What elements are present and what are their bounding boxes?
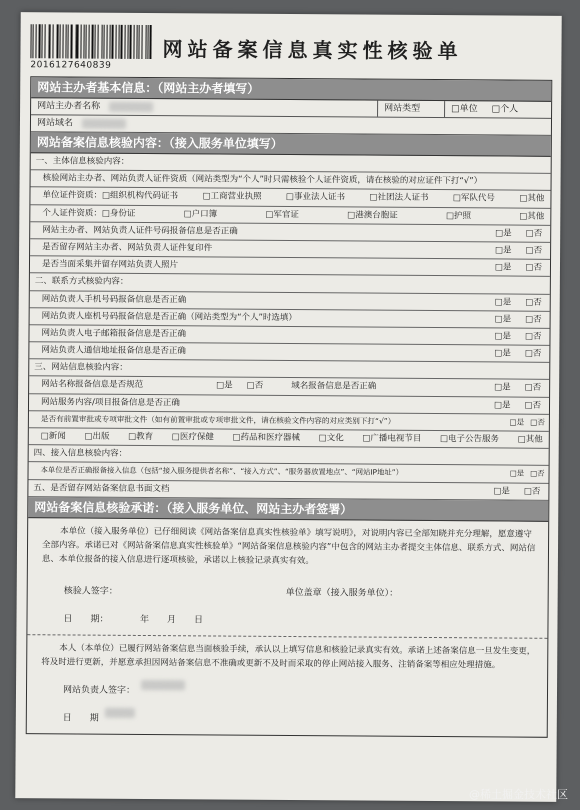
person-cert-option[interactable]: □身份证 — [101, 208, 136, 219]
unit-cert-option[interactable]: □社团法人证书 — [369, 192, 429, 204]
person-cert-option[interactable]: □护照 — [445, 210, 472, 221]
unit-cert-label: 单位证件资质： — [42, 190, 103, 202]
approval-option[interactable]: □药品和医疗器械 — [232, 432, 301, 444]
barcode-bar — [103, 25, 104, 59]
redacted-domain — [82, 118, 126, 128]
barcode — [30, 24, 154, 59]
person-cert-option[interactable]: □港澳台胞证 — [347, 209, 398, 221]
person-cert-option[interactable]: □军官证 — [265, 209, 300, 220]
unit-cert-option[interactable]: □事业法人证书 — [285, 192, 346, 203]
redacted-date — [105, 707, 135, 717]
barcode-bar — [124, 25, 125, 59]
unit-cert-option[interactable]: □工商营业执照 — [202, 191, 262, 203]
barcode-bar — [68, 24, 69, 58]
verifier-signature-label: 核验人签字： — [63, 586, 118, 597]
question-text: 网站负责人手机号码报备信息是否正确 — [41, 293, 187, 305]
sub-heading-access: 四、接入信息核验内容： — [29, 445, 549, 466]
sub-heading-contact: 二、联系方式核验内容： — [30, 274, 550, 295]
form-table — [26, 76, 553, 737]
barcode-bar — [133, 25, 134, 59]
no-checkbox[interactable]: □否 — [530, 417, 545, 427]
sub-heading-documents: 五、是否留存网站备案信息书面文档 — [33, 482, 170, 494]
approval-option[interactable]: □教育 — [128, 431, 154, 443]
form-title: 网站备案信息真实性核验单 — [162, 37, 463, 64]
owner-signature-row — [27, 679, 547, 705]
barcode-bar — [98, 25, 99, 59]
barcode-bar — [30, 24, 31, 58]
type-unit-checkbox[interactable]: □单位 — [451, 104, 478, 115]
question-text: 域名报备信息是否正确 — [291, 381, 377, 393]
no-checkbox[interactable]: □否 — [525, 297, 542, 308]
barcode-bar — [33, 24, 34, 58]
question-text: 本单位是否正确报备接入信息（包括“接入服务提供者名称”、“接入方式”、“服务器放置地点”、“网站IP地址”） — [40, 465, 404, 478]
barcode-bar — [139, 25, 140, 59]
barcode-bar — [57, 24, 59, 58]
barcode-bar — [42, 24, 43, 58]
barcode-number: 2016127640839 — [30, 60, 112, 71]
barcode-bar — [53, 24, 54, 58]
barcode-bar — [147, 25, 148, 59]
yes-checkbox[interactable]: □是 — [494, 314, 512, 325]
unit-cert-option[interactable]: □军队代号 — [452, 193, 495, 204]
sub-heading-subject: 一、主体信息核验内容： — [31, 153, 551, 174]
domain-label: 网站域名 — [36, 118, 74, 129]
barcode-bar — [44, 24, 45, 58]
section-owner-info-title: 网站主办者基本信息：（网站主办者填写） — [31, 77, 551, 102]
barcode-bar — [129, 25, 131, 59]
barcode-bar — [62, 24, 63, 58]
barcode-bar — [35, 24, 36, 58]
yes-checkbox[interactable]: □是 — [494, 331, 512, 342]
barcode-bar — [150, 25, 152, 59]
barcode-bar — [95, 25, 96, 59]
question-text: 是否留存网站主办者、网站负责人证件复印件 — [42, 242, 213, 254]
yes-checkbox[interactable]: □是 — [494, 262, 512, 273]
yes-checkbox[interactable]: □是 — [493, 485, 510, 497]
barcode-bar — [92, 25, 94, 59]
owner-date-row — [27, 707, 547, 737]
person-cert-option[interactable]: □户口簿 — [183, 208, 218, 220]
barcode-bar — [115, 25, 116, 59]
barcode-bar — [66, 24, 67, 58]
question-text: 网站服务内容/项目报备信息是否正确 — [40, 396, 180, 408]
no-checkbox[interactable]: □否 — [524, 331, 542, 342]
barcode-bar — [85, 25, 86, 59]
yes-checkbox[interactable]: □是 — [494, 382, 511, 393]
approval-option[interactable]: □出版 — [84, 431, 110, 442]
question-text: 网站负责人通信地址报备信息是否正确 — [41, 345, 186, 357]
yes-checkbox[interactable]: □是 — [495, 228, 512, 239]
question-text: 网站负责人电子邮箱报备信息是否正确 — [41, 328, 187, 340]
no-checkbox[interactable]: □否 — [524, 400, 542, 411]
type-personal-checkbox[interactable]: □个人 — [491, 104, 519, 115]
question-text: 是否当面采集并留存网站负责人照片 — [41, 259, 179, 271]
barcode-bar — [39, 24, 41, 58]
yes-checkbox[interactable]: □是 — [495, 245, 512, 256]
no-checkbox[interactable]: □否 — [524, 383, 542, 394]
question-text: 网站负责人座机号码报备信息是否正确（网站类型为“个人”时选填） — [41, 310, 297, 323]
yes-checkbox[interactable]: □是 — [494, 348, 511, 359]
watermark: @稀土掘金技术社区 — [469, 788, 568, 801]
yes-checkbox[interactable]: □是 — [493, 400, 511, 411]
barcode-bar — [137, 25, 138, 59]
no-checkbox[interactable]: □否 — [523, 486, 541, 497]
question-text: 网站名称报备信息是否规范 — [41, 379, 144, 391]
no-checkbox[interactable]: □否 — [246, 381, 264, 392]
no-checkbox[interactable]: □否 — [525, 262, 543, 273]
barcode-bar — [59, 24, 60, 58]
no-checkbox[interactable]: □否 — [525, 228, 543, 239]
no-checkbox[interactable]: □否 — [530, 469, 545, 479]
yes-checkbox[interactable]: □是 — [509, 417, 525, 427]
signature-row — [28, 580, 548, 606]
question-text: 是否有前置审批或专项审批文件（如有前置审批或专项审批文件，请在核验文件内容的对应类别下打“√”） — [40, 414, 396, 426]
approval-option[interactable]: □新闻 — [40, 431, 66, 442]
unit-seal-label: 单位盖章（接入服务单位）： — [285, 587, 399, 599]
cert-intro: 核验网站主办者、网站负责人证件资质（网站类型为“个人”时只需核验个人证件资质，请在核验的对应证件下打“√”） — [31, 170, 551, 191]
barcode-bar — [145, 25, 146, 59]
barcode-bar — [80, 25, 81, 59]
form-paper — [15, 12, 561, 802]
sub-heading-site: 三、网站信息核验内容： — [29, 359, 549, 380]
yes-checkbox[interactable]: □是 — [494, 296, 512, 308]
person-cert-option[interactable]: □其他 — [519, 211, 545, 222]
unit-cert-option[interactable]: □其他 — [519, 193, 545, 205]
no-checkbox[interactable]: □否 — [525, 245, 543, 256]
barcode-bar — [50, 24, 51, 58]
question-text: 网站主办者、网站负责人证件号码报备信息是否正确 — [42, 225, 238, 237]
approval-option[interactable]: □医疗保健 — [171, 432, 214, 443]
person-cert-label: 个人证件资质： — [42, 207, 102, 219]
approval-option[interactable]: □文化 — [318, 433, 344, 444]
yes-checkbox[interactable]: □是 — [216, 380, 233, 392]
access-provider-pledge: 本单位（接入服务单位）已仔细阅读《网站备案信息真实性核验单》填写说明》，对说明内容已全部知晓并充分理解，愿意遵守全部内容。承诺已对《网站备案信息真实性核验单》“网站备案信息核验内容”中包含的网站主办者提交主体信息、联系方式、网站信息、本单位报备的接入信息进行逐项核验，承诺以上核验记录真实有效。 — [41, 526, 536, 566]
barcode-bar — [119, 25, 120, 59]
barcode-bar — [70, 24, 72, 58]
barcode-bar — [111, 25, 113, 59]
form-header — [30, 24, 550, 80]
barcode-bar — [77, 25, 78, 59]
date-row: 日 期： 年 月 日 — [63, 614, 204, 626]
owner-signature-label: 网站负责人签字： — [62, 685, 136, 696]
section-verification-title: 网站备案信息核验内容：（接入服务单位填写） — [31, 132, 551, 157]
barcode-bar — [121, 25, 122, 59]
approval-option[interactable]: □其他 — [517, 434, 543, 445]
section-pledge-title: 网站备案信息核验承诺：（接入服务单位、网站主办者签署） — [28, 497, 548, 522]
yes-checkbox[interactable]: □是 — [509, 468, 525, 479]
site-type-label: 网站类型 — [378, 101, 445, 117]
approval-option[interactable]: □广播电视节目 — [362, 433, 422, 444]
owner-date-label: 日 期 — [62, 713, 99, 724]
owner-name-label: 网站主办者名称 — [37, 101, 101, 112]
unit-cert-option[interactable]: □组织机构代码证书 — [101, 191, 179, 202]
approval-option[interactable]: □电子公告服务 — [439, 434, 500, 445]
barcode-bar — [106, 25, 107, 59]
barcode-bar — [141, 25, 142, 59]
barcode-bar — [88, 25, 89, 59]
owner-pledge: 本人（本单位）已履行网站备案信息当面核验手续，承认以上填写信息和核验记录真实有效。承诺上述备案信息一旦发生变更，将及时进行更新，并愿意承担因网站备案信息不准确或更新不及时而采取的停止网站接入服务、注销备案等相应处理措施。 — [41, 643, 536, 671]
no-checkbox[interactable]: □否 — [524, 348, 542, 359]
no-checkbox[interactable]: □否 — [525, 314, 542, 325]
redacted-owner-name — [109, 101, 153, 111]
redacted-signature — [141, 680, 185, 690]
